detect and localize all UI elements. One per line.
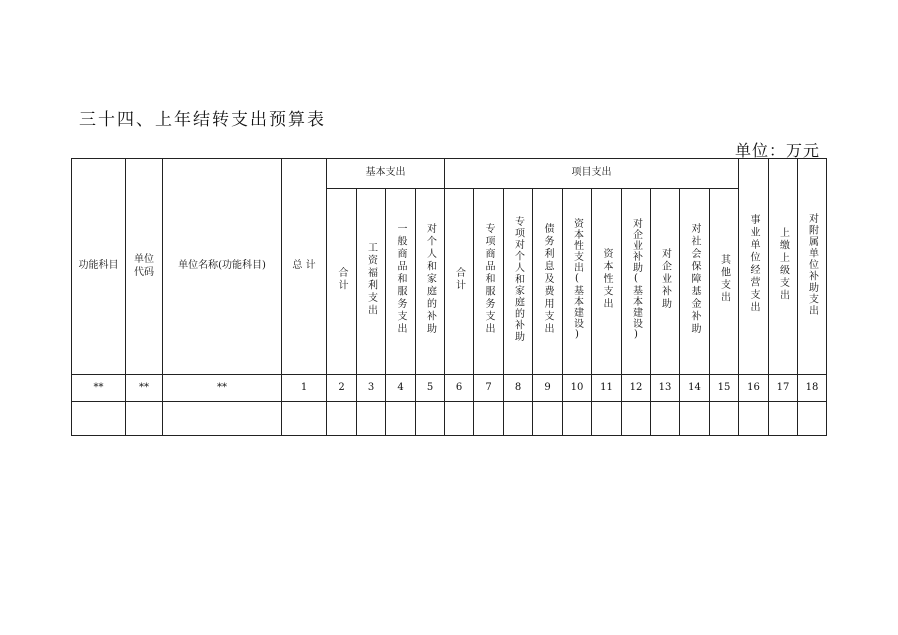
index-col-5: 5 bbox=[416, 375, 445, 402]
index-col-7: 7 bbox=[474, 375, 504, 402]
empty-cell bbox=[386, 402, 416, 436]
header-proj-social: 对社会保障基金补助 bbox=[680, 189, 710, 375]
index-col-3: 3 bbox=[357, 375, 386, 402]
header-proj-goods: 专项商品和服务支出 bbox=[474, 189, 504, 375]
index-col-9: 9 bbox=[533, 375, 563, 402]
header-basic-total: 合计 bbox=[327, 189, 357, 375]
index-col-8: 8 bbox=[504, 375, 533, 402]
index-col-6: 6 bbox=[445, 375, 474, 402]
index-col-1: 1 bbox=[282, 375, 327, 402]
header-proj-capital: 资本性支出 bbox=[592, 189, 622, 375]
index-col-17: 17 bbox=[769, 375, 798, 402]
index-col-14: 14 bbox=[680, 375, 710, 402]
unit-label: 单位：万元 bbox=[735, 141, 821, 160]
header-proj-other: 其他支出 bbox=[710, 189, 739, 375]
empty-cell bbox=[651, 402, 680, 436]
index-col-13: 13 bbox=[651, 375, 680, 402]
header-proj-personal: 专项对个人和家庭的补助 bbox=[504, 189, 533, 375]
header-total: 总 计 bbox=[282, 159, 327, 375]
header-subsidiary: 对附属单位补助支出 bbox=[798, 159, 827, 375]
empty-data-row bbox=[72, 402, 827, 436]
empty-cell bbox=[282, 402, 327, 436]
empty-cell bbox=[769, 402, 798, 436]
empty-cell bbox=[72, 402, 126, 436]
header-proj-debt: 债务利息及费用支出 bbox=[533, 189, 563, 375]
index-unit-name: ** bbox=[163, 375, 282, 402]
index-row bbox=[72, 375, 827, 402]
header-basic-personal: 对个人和家庭的补助 bbox=[416, 189, 445, 375]
empty-cell bbox=[739, 402, 769, 436]
header-proj-enterprise: 对企业补助 bbox=[651, 189, 680, 375]
empty-cell bbox=[327, 402, 357, 436]
header-biz-operation: 事业单位经营支出 bbox=[739, 159, 769, 375]
empty-cell bbox=[163, 402, 282, 436]
empty-cell bbox=[592, 402, 622, 436]
header-unit-code: 单位代码 bbox=[126, 159, 163, 375]
index-unit-code: ** bbox=[126, 375, 163, 402]
empty-cell bbox=[504, 402, 533, 436]
index-col-18: 18 bbox=[798, 375, 827, 402]
empty-cell bbox=[357, 402, 386, 436]
index-col-10: 10 bbox=[563, 375, 592, 402]
header-basic-group: 基本支出 bbox=[327, 159, 445, 189]
header-proj-capital-construct: 资本性支出(基本建设) bbox=[563, 189, 592, 375]
header-project-group: 项目支出 bbox=[445, 159, 739, 189]
header-proj-enterprise-construct: 对企业补助(基本建设) bbox=[622, 189, 651, 375]
empty-cell bbox=[126, 402, 163, 436]
index-col-4: 4 bbox=[386, 375, 416, 402]
index-col-12: 12 bbox=[622, 375, 651, 402]
empty-cell bbox=[416, 402, 445, 436]
header-func-subject: 功能科目 bbox=[72, 159, 126, 375]
header-unit-name: 单位名称(功能科目) bbox=[163, 159, 282, 375]
empty-cell bbox=[445, 402, 474, 436]
index-col-11: 11 bbox=[592, 375, 622, 402]
index-col-16: 16 bbox=[739, 375, 769, 402]
header-basic-goods: 一般商品和服务支出 bbox=[386, 189, 416, 375]
index-col-2: 2 bbox=[327, 375, 357, 402]
index-col-15: 15 bbox=[710, 375, 739, 402]
budget-table bbox=[71, 158, 827, 436]
empty-cell bbox=[474, 402, 504, 436]
empty-cell bbox=[563, 402, 592, 436]
header-proj-total: 合计 bbox=[445, 189, 474, 375]
index-func-subject: ** bbox=[72, 375, 126, 402]
empty-cell bbox=[533, 402, 563, 436]
header-upper-level: 上缴上级支出 bbox=[769, 159, 798, 375]
empty-cell bbox=[798, 402, 827, 436]
empty-cell bbox=[680, 402, 710, 436]
header-basic-wage: 工资福利支出 bbox=[357, 189, 386, 375]
empty-cell bbox=[710, 402, 739, 436]
empty-cell bbox=[622, 402, 651, 436]
header-row-1 bbox=[72, 159, 827, 189]
page-title: 三十四、上年结转支出预算表 bbox=[79, 110, 326, 130]
